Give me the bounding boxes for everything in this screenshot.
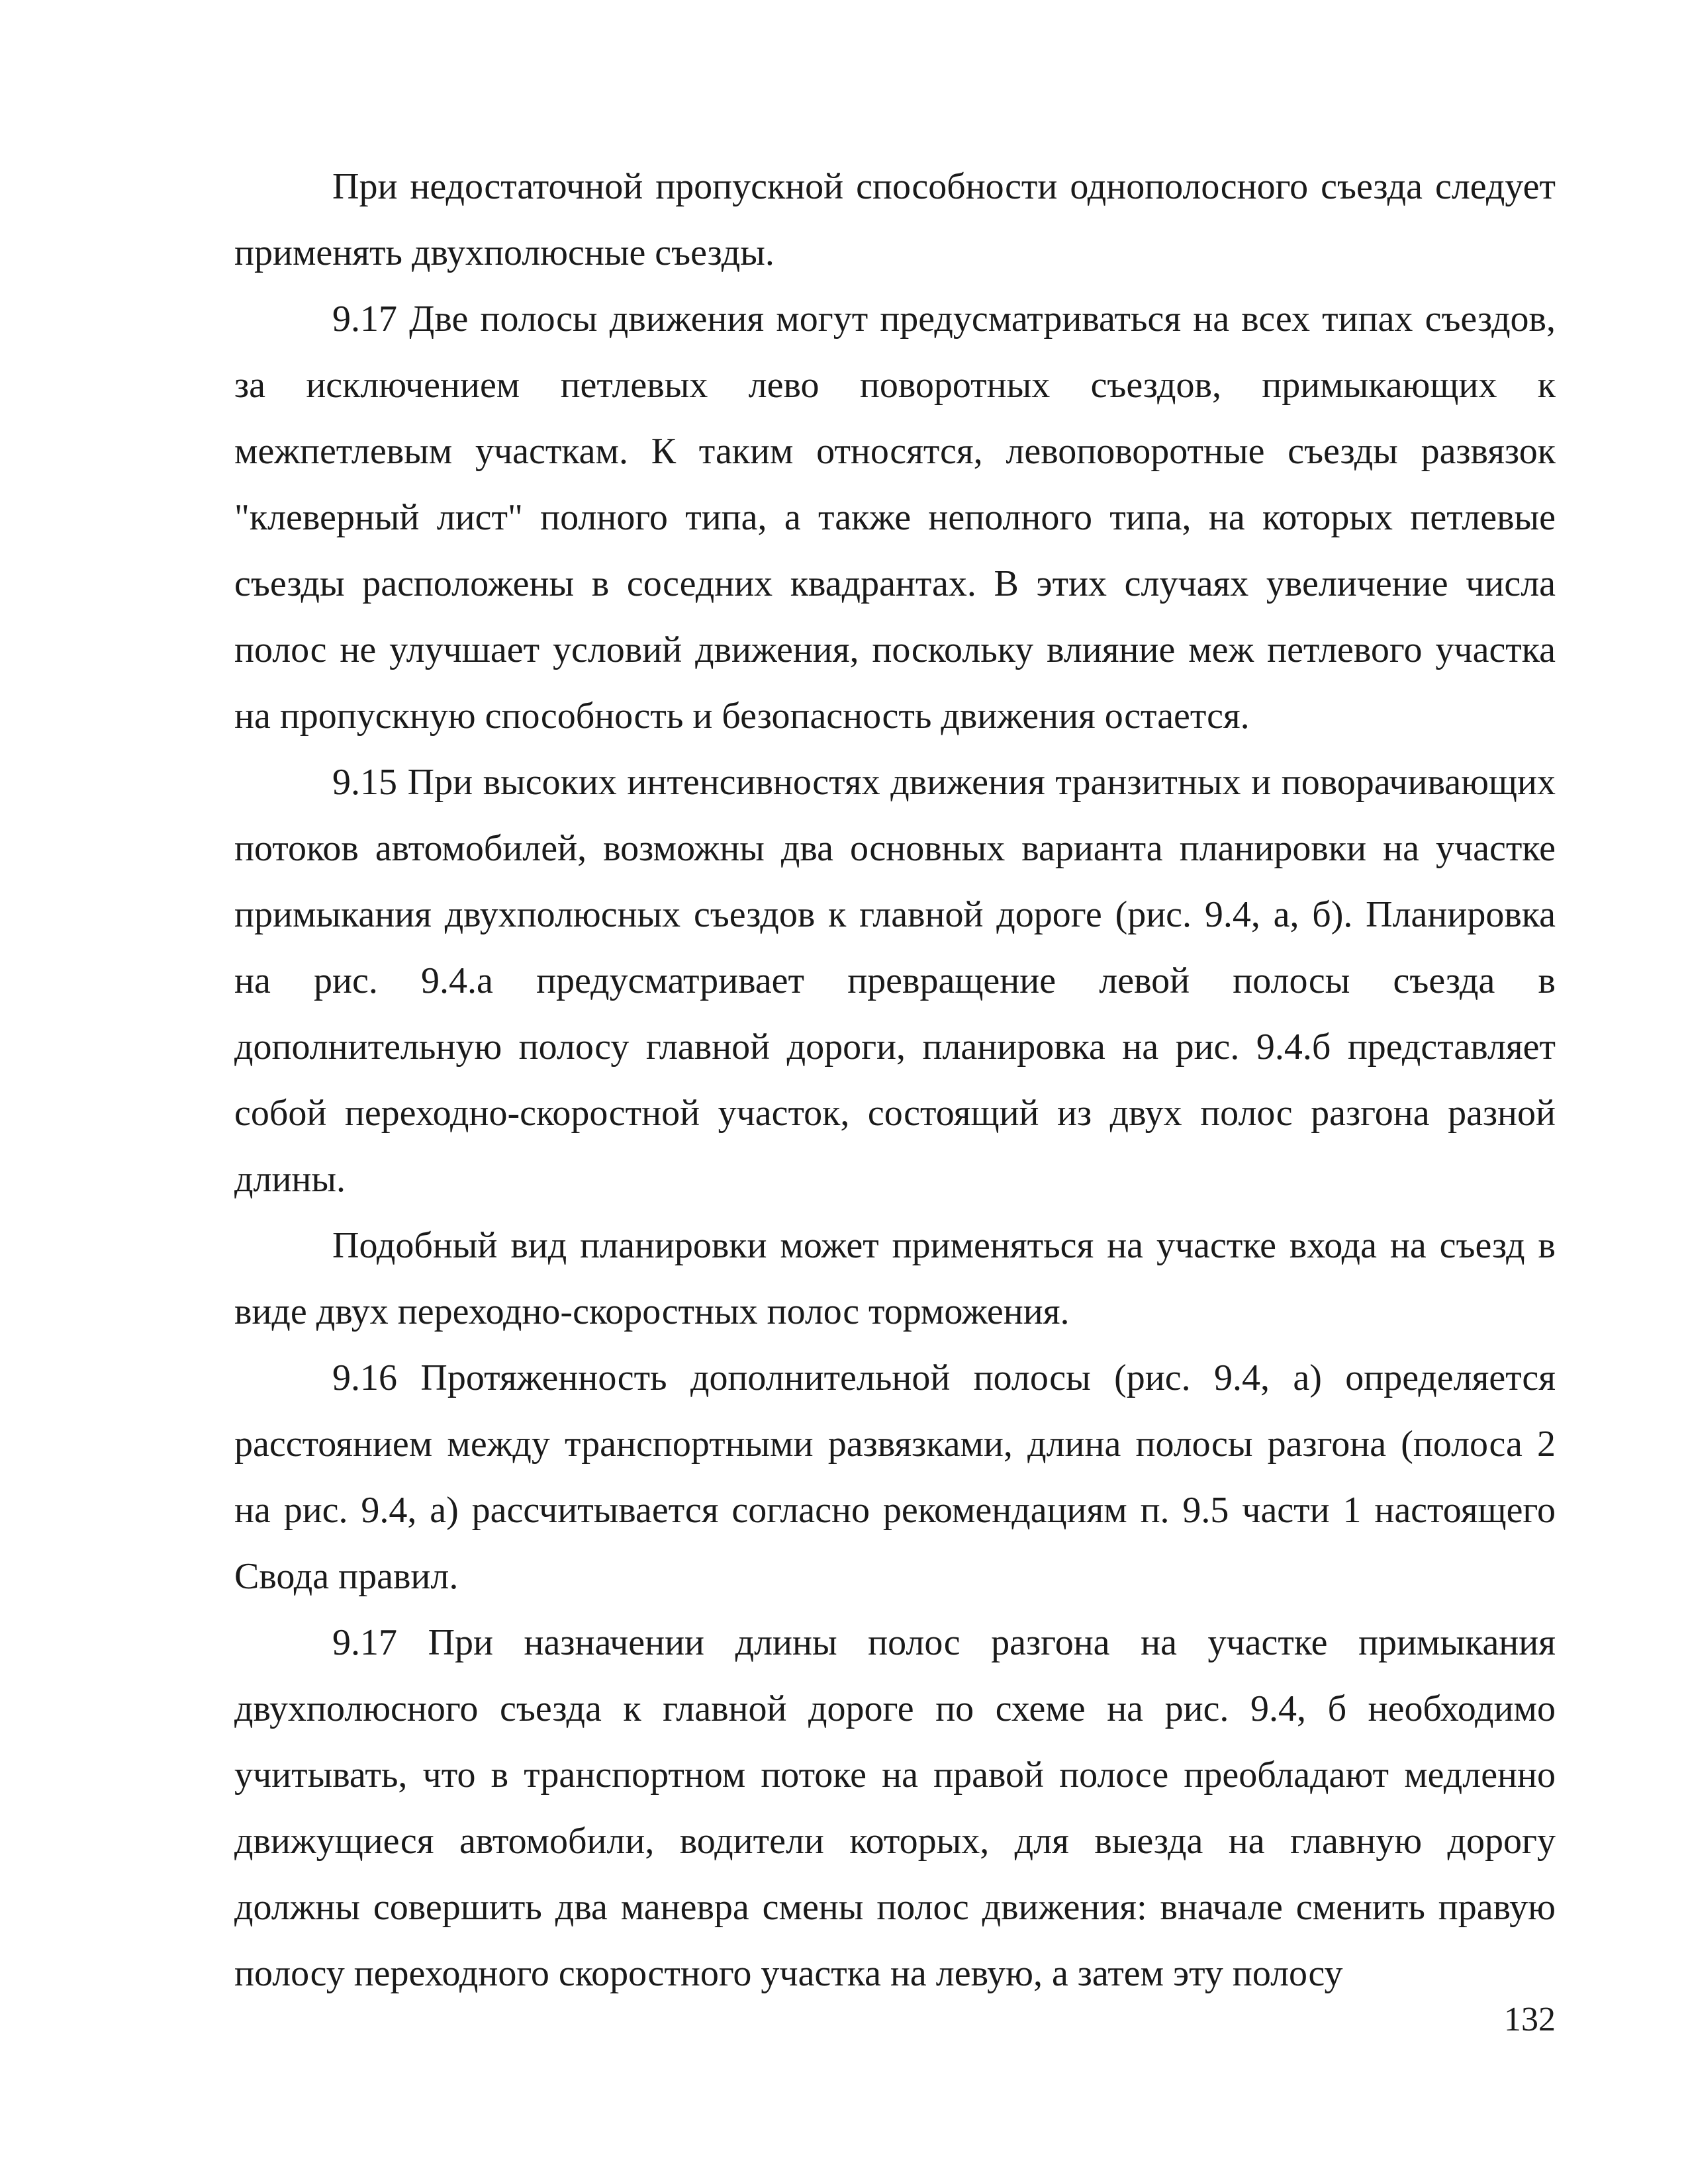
paragraph: 9.17 Две полосы движения могут предусматриваться на всех типах съездов, за исключением петлевых лево поворотных съездов, примыкающих к межпетлевым участкам. К таким относятся, левоповоротные съезды развязок "клеверный лист" полного типа, а также неполного типа, на которых петлевые съезды расположены в соседних квадрантах. В этих случаях увеличение числа полос не улучшает условий движения, поскольку влияние меж петлевого участка на пропускную способность и безопасность движения остается. bbox=[234, 298, 1556, 737]
paragraph: 9.16 Протяженность дополнительной полосы (рис. 9.4, а) определяется расстоянием между транспортными развязками, длина полосы разгона (полоса 2 на рис. 9.4, а) рассчитывается согласно рекомендациям п. 9.5 части 1 настоящего Свода правил. bbox=[234, 1357, 1556, 1597]
paragraph: При недостаточной пропускной способности однополосного съезда следует применять двухполюсные съезды. bbox=[234, 166, 1556, 273]
document-body bbox=[234, 154, 1556, 2007]
paragraph: Подобный вид планировки может применяться на участке входа на съезд в виде двух переходно-скоростных полос торможения. bbox=[234, 1225, 1556, 1332]
paragraph: 9.17 При назначении длины полос разгона на участке примыкания двухполюсного съезда к главной дороге по схеме на рис. 9.4, б необходимо учитывать, что в транспортном потоке на правой полосе преобладают медленно движущиеся автомобили, водители которых, для выезда на главную дорогу должны совершить два маневра смены полос движения: вначале сменить правую полосу переходного скоростного участка на левую, а затем эту полосу bbox=[234, 1622, 1556, 1994]
page-number: 132 bbox=[1504, 2001, 1556, 2038]
paragraph: 9.15 При высоких интенсивностях движения транзитных и поворачивающих потоков автомобилей, возможны два основных варианта планировки на участке примыкания двухполюсных съездов к главной дороге (рис. 9.4, а, б). Планировка на рис. 9.4.а предусматривает превращение левой полосы съезда в дополнительную полосу главной дороги, планировка на рис. 9.4.б представляет собой переходно-скоростной участок, состоящий из двух полос разгона разной длины. bbox=[234, 762, 1556, 1200]
